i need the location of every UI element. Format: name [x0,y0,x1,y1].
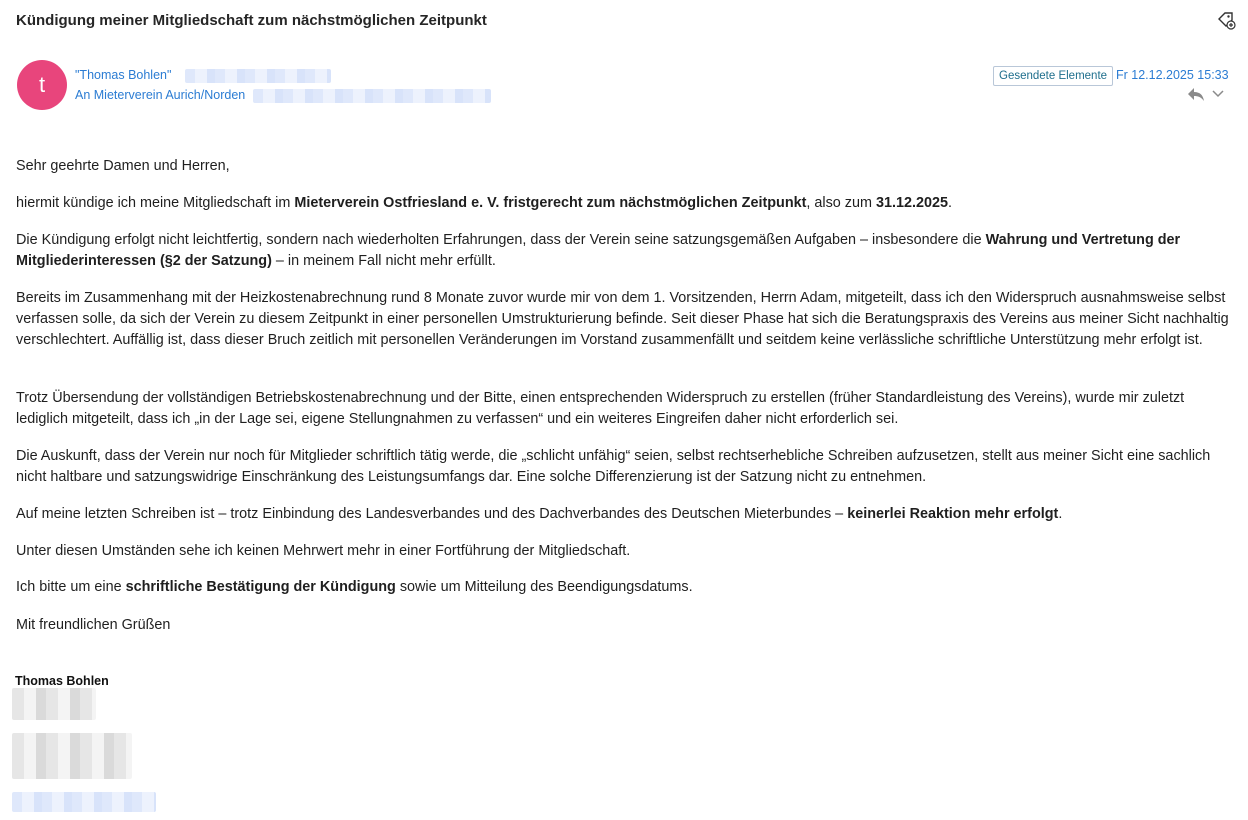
tag-icon[interactable] [1216,10,1236,30]
paragraph-service-restriction: Die Auskunft, dass der Verein nur noch für Mitglieder schriftlich tätig werde, die „schlicht unfähig“ seien, selbst rechtserhebliche Schreiben aufzusetzen, stellt aus meiner Sicht eine sachlich nicht haltbare und satzungswidrige Einschränkung des Leistungsumfangs dar. Eine solche Differenzierung ist der Satzung nicht zu entnehmen. [16,448,1211,485]
termination-date: 31.12.2025 [876,195,949,211]
redacted-signature-line [12,733,132,779]
text: hiermit kündige ich meine Mitgliedschaft im [16,195,295,211]
closing: Mit freundlichen Grüßen [16,617,171,633]
bold-text: keinerlei Reaktion mehr erfolgt [847,506,1059,522]
paragraph-no-response [16,504,1062,525]
text: Ich bitte um eine [16,579,126,595]
paragraph-request [16,577,693,598]
greeting: Sehr geehrte Damen und Herren, [16,158,230,174]
text: . [1058,506,1063,522]
redacted-signature-link [12,792,156,812]
paragraph-reason [16,230,1231,272]
avatar [17,60,67,110]
recipient-name[interactable]: An Mieterverein Aurich/Norden [75,88,246,102]
folder-badge[interactable]: Gesendete Elemente [993,66,1113,86]
redacted-sender-email [185,69,331,83]
paragraph-termination [16,193,952,214]
bold-text: Wahrung und Vertretung der Mitgliederinteressen (§2 der Satzung) [16,232,1181,269]
chevron-down-icon[interactable] [1212,88,1224,98]
text: – in meinem Fall nicht mehr erfüllt. [271,253,496,269]
signature-name: Thomas Bohlen [15,674,109,688]
text: , also zum [806,195,876,211]
bold-text: schriftliche Bestätigung der Kündigung [125,579,396,595]
paragraph-conclusion: Unter diesen Umständen sehe ich keinen Mehrwert mehr in einer Fortführung der Mitgliedschaft. [16,543,631,559]
text: Die Kündigung erfolgt nicht leichtfertig, sondern nach wiederholten Erfahrungen, dass der Verein seine satzungsgemäßen Aufgaben – insbesondere die [16,232,986,248]
email-subject: Kündigung meiner Mitgliedschaft zum nächstmöglichen Zeitpunkt [16,12,487,29]
sent-date: Fr 12.12.2025 15:33 [1116,68,1229,82]
recipient-line[interactable] [75,88,491,103]
text: . [948,195,953,211]
sender-name[interactable]: "Thomas Bohlen" [75,68,172,82]
sender-line[interactable] [75,68,331,83]
paragraph-cost-statement: Trotz Übersendung der vollständigen Betriebskostenabrechnung und der Bitte, einen entsprechenden Widerspruch zu erstellen (früher Standardleistung des Vereins), wurde mir zuletzt lediglich mitgeteilt, dass ich „in der Lage sei, eigene Stellungnahmen zu verfassen“ und ein weiteres Eingreifen daher nicht erforderlich sei. [16,390,1185,427]
redacted-recipient-email [253,89,491,103]
text: Auf meine letzten Schreiben ist – trotz Einbindung des Landesverbandes und des Dachverbandes des Deutschen Mieterbundes – [16,506,848,522]
reply-icon[interactable] [1187,86,1205,102]
avatar-letter: t [38,72,46,97]
redacted-signature-line [12,688,96,720]
text: sowie um Mitteilung des Beendigungsdatums. [395,579,693,595]
paragraph-history: Bereits im Zusammenhang mit der Heizkostenabrechnung rund 8 Monate zuvor wurde mir von dem 1. Vorsitzenden, Herrn Adam, mitgeteilt, dass ich den Widerspruch ausnahmsweise selbst verfassen solle, da sich der Verein zu diesem Zeitpunkt in einer personellen Umstrukturierung befinde. Seit dieser Phase hat sich die Beratungspraxis des Vereins aus meiner Sicht nachhaltig verschlechtert. Auffällig ist, dass dieser Bruch zeitlich mit personellen Veränderungen im Vorstand zusammenfällt und seitdem keine verlässliche schriftliche Unterstützung mehr erfolgt ist. [16,290,1229,348]
bold-text: Mieterverein Ostfriesland e. V. fristgerecht zum nächstmöglichen Zeitpunkt [294,195,807,211]
